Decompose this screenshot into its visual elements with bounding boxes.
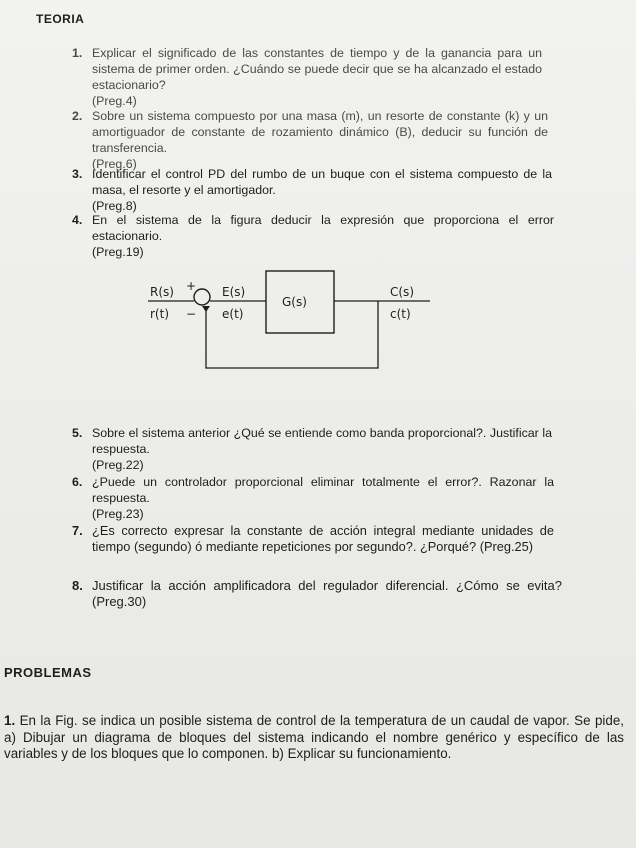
question-number: 8. xyxy=(72,578,83,593)
feedback-loop-diagram xyxy=(140,268,440,388)
question-number: 1. xyxy=(72,46,83,60)
question-number: 6. xyxy=(72,475,83,489)
question-text: Sobre un sistema compuesto por una masa (m), un resorte de constante (k) y un amortiguador de constante de rozamiento dinámico (B), deducir su función de transferencia. xyxy=(92,109,548,155)
question-text: ¿Es correcto expresar la constante de acción integral mediante unidades de tiempo (segundo) ó mediante repeticiones por segundo?. ¿Porqué? (Preg.25) xyxy=(92,523,554,554)
question-number: 7. xyxy=(72,523,83,538)
question-number: 3. xyxy=(72,167,83,181)
question-reference: (Preg.19) xyxy=(92,245,144,259)
input-time-label: r(t) xyxy=(150,307,170,321)
feedback-arrowhead xyxy=(202,306,210,312)
question-text: En el sistema de la figura deducir la expresión que proporciona el error estacionario. xyxy=(92,213,554,243)
question-1 xyxy=(72,45,542,109)
output-laplace-label: C(s) xyxy=(390,285,414,299)
input-laplace-label: R(s) xyxy=(150,285,174,299)
question-number: 4. xyxy=(72,213,83,227)
section-title-theory: TEORIA xyxy=(36,12,85,26)
question-reference: (Preg.6) xyxy=(92,157,137,171)
summing-junction xyxy=(194,289,210,305)
plus-sign: + xyxy=(186,279,197,293)
question-text: ¿Puede un controlador proporcional eliminar totalmente el error?. Razonar la respuesta. xyxy=(92,475,554,505)
problem-text: En la Fig. se indica un posible sistema de control de la temperatura de un caudal de vapor. Se pide, a) Dibujar un diagrama de bloques del sistema indicando el nombre genérico y específico de las variables y de los bloques que lo componen. b) Explicar su funcionamiento. xyxy=(4,713,624,761)
question-2 xyxy=(72,108,548,172)
question-5 xyxy=(72,425,552,473)
error-time-label: e(t) xyxy=(222,307,244,321)
question-text: Justificar la acción amplificadora del regulador diferencial. ¿Cómo se evita? (Preg.30) xyxy=(92,578,562,609)
question-reference: (Preg.22) xyxy=(92,458,144,472)
output-time-label: c(t) xyxy=(390,307,411,321)
question-reference: (Preg.4) xyxy=(92,94,137,108)
question-4 xyxy=(72,212,554,260)
question-text: Explicar el significado de las constantes de tiempo y de la ganancia para un sistema de primer orden. ¿Cuándo se puede decir que se ha alcanzado el estado estacionario? xyxy=(92,46,542,92)
block-label: G(s) xyxy=(282,295,307,309)
error-laplace-label: E(s) xyxy=(222,285,246,299)
question-3 xyxy=(72,166,552,214)
question-text: Sobre el sistema anterior ¿Qué se entiende como banda proporcional?. Justificar la respuesta. xyxy=(92,426,552,456)
question-number: 2. xyxy=(72,109,83,123)
minus-sign: − xyxy=(186,307,197,321)
question-7 xyxy=(72,523,554,555)
section-title-problems: PROBLEMAS xyxy=(4,665,92,680)
question-reference: (Preg.8) xyxy=(92,199,137,213)
question-6 xyxy=(72,474,554,522)
question-number: 5. xyxy=(72,426,83,440)
problem-number: 1. xyxy=(4,713,16,728)
question-reference: (Preg.23) xyxy=(92,507,144,521)
problem-1 xyxy=(4,713,624,763)
block-diagram xyxy=(140,268,440,388)
question-8 xyxy=(72,578,562,610)
question-text: Identificar el control PD del rumbo de un buque con el sistema compuesto de la masa, el resorte y el amortigador. xyxy=(92,167,552,197)
